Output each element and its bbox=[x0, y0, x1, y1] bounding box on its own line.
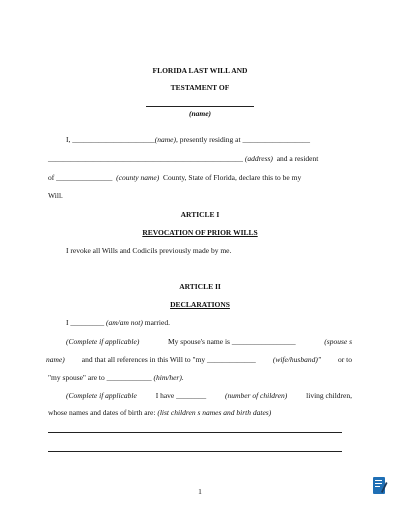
children-blank-line-1 bbox=[48, 432, 342, 433]
article-2-heading: ARTICLE II bbox=[179, 282, 221, 291]
children-line-1 bbox=[66, 391, 352, 400]
article-1-text: I revoke all Wills and Codicils previously made by me. bbox=[66, 246, 232, 255]
living-children-text: living children, bbox=[306, 391, 352, 400]
name-hint: (name) bbox=[154, 135, 176, 144]
document-title-line-2: TESTAMENT OF bbox=[170, 83, 230, 92]
children-line-2 bbox=[48, 408, 271, 417]
county-blank: of _______________ bbox=[48, 173, 113, 182]
spouse-hint-cont: name) bbox=[46, 355, 65, 364]
article-1-heading: ARTICLE I bbox=[180, 210, 220, 219]
spouse-line-3 bbox=[48, 373, 184, 382]
marital-hint: (am/am not) bbox=[106, 318, 143, 327]
intro-line-1 bbox=[66, 135, 310, 144]
residence-text: , presently residing at __________________ bbox=[176, 135, 310, 144]
document-pen-icon bbox=[372, 476, 388, 496]
marital-blank: I _________ bbox=[66, 318, 105, 327]
him-her-hint: (him/her). bbox=[153, 373, 184, 382]
spouse-line-2 bbox=[46, 355, 352, 364]
spouse-name-blank: My spouse's name is _________________ bbox=[168, 337, 296, 346]
children-count-blank: I have ________ bbox=[155, 391, 207, 400]
wife-husband-hint: (wife/husband)" bbox=[272, 355, 321, 364]
name-blank: I, ______________________ bbox=[66, 135, 155, 144]
article-2-subheading: DECLARATIONS bbox=[170, 300, 230, 309]
article-1-subheading: REVOCATION OF PRIOR WILLS bbox=[142, 228, 258, 237]
county-hint: (county name) bbox=[116, 173, 160, 182]
marital-status-line bbox=[66, 318, 170, 327]
resident-text: and a resident bbox=[276, 154, 319, 163]
spouse-line-1 bbox=[66, 337, 352, 346]
married-text: married. bbox=[144, 318, 170, 327]
document-title-line-1: FLORIDA LAST WILL AND bbox=[152, 66, 248, 75]
applicable-hint: (Complete if applicable) bbox=[66, 337, 140, 346]
my-spouse-blank: "my spouse" are to ____________ bbox=[48, 373, 152, 382]
page-number: 1 bbox=[198, 487, 202, 496]
or-to-text: or to bbox=[338, 355, 352, 364]
intro-line-3 bbox=[48, 173, 301, 182]
address-blank: ____________________________________________________ bbox=[48, 154, 243, 163]
name-caption: (name) bbox=[188, 109, 212, 118]
intro-line-2 bbox=[48, 154, 318, 163]
children-blank-line-2 bbox=[48, 451, 342, 452]
applicable-hint-2: (Complete if applicable bbox=[66, 391, 137, 400]
spouse-hint: (spouse s bbox=[324, 337, 352, 346]
testator-name-blank bbox=[146, 106, 254, 107]
intro-line-4: Will. bbox=[48, 191, 63, 200]
address-hint: (address) bbox=[244, 154, 273, 163]
references-text: and that all references in this Will to "my _____________ bbox=[81, 355, 256, 364]
declaration-text: County, State of Florida, declare this to be my bbox=[162, 173, 302, 182]
children-count-hint: (number of children) bbox=[225, 391, 288, 400]
children-names-hint: (list children s names and birth dates) bbox=[157, 408, 272, 417]
children-names-text: whose names and dates of birth are: bbox=[48, 408, 156, 417]
